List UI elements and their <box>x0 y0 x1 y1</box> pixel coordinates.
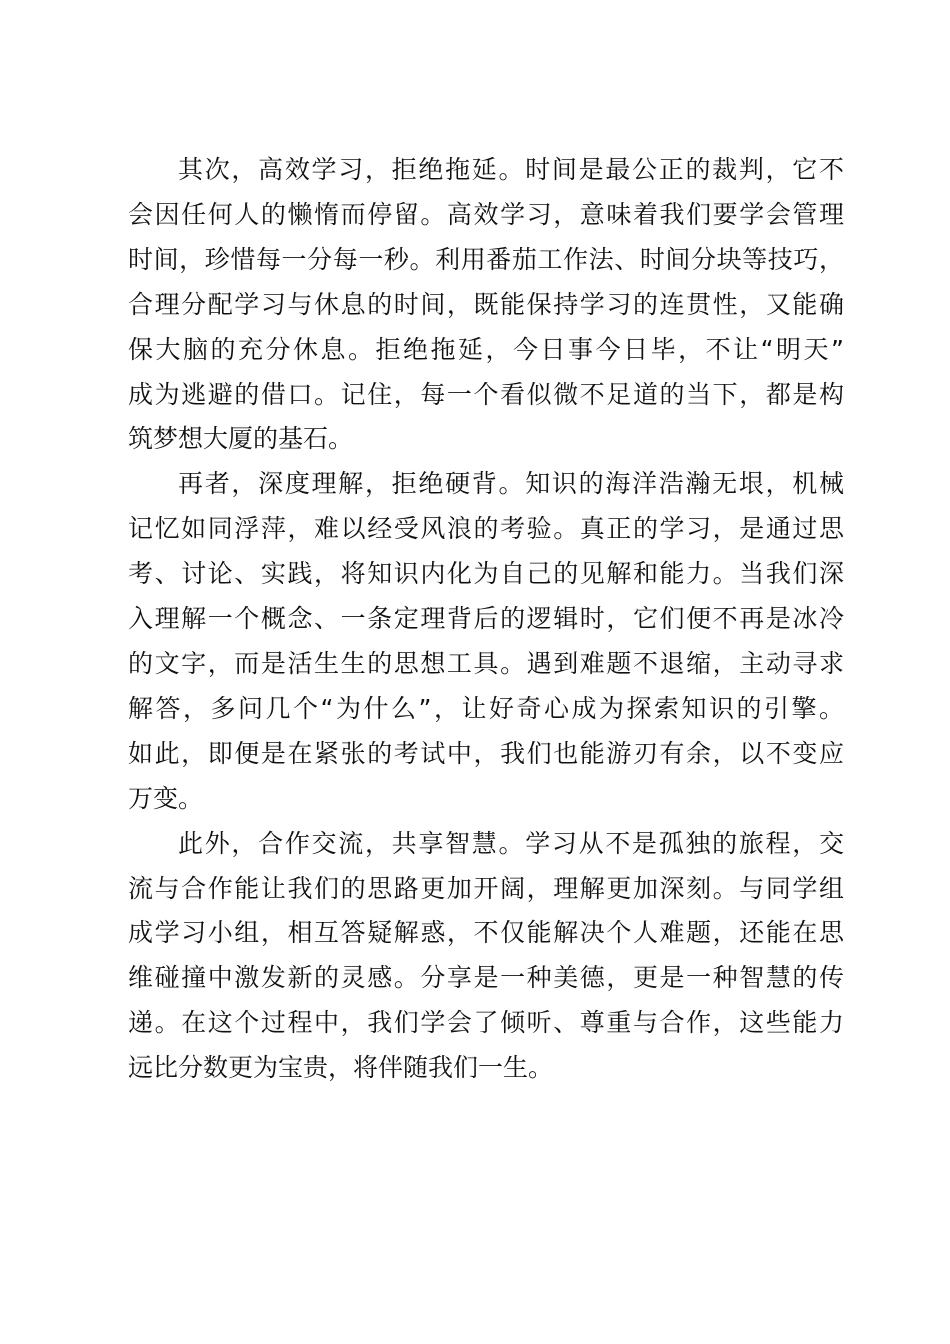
text-line: 递。在这个过程中，我们学会了倾听、尊重与合作，这些能力 <box>128 1008 844 1038</box>
text-line: 流与合作能让我们的思路更加开阔，理解更加深刻。与同学组 <box>128 873 844 903</box>
text-line: 再者，深度理解，拒绝硬背。知识的海洋浩瀚无垠，机械 <box>178 469 844 499</box>
text-line: 筑梦想大厦的基石。 <box>128 424 354 454</box>
text-line: 其次，高效学习，拒绝拖延。时间是最公正的裁判，它不 <box>178 155 844 184</box>
text-line: 时间，珍惜每一分每一秒。利用番茄工作法、时间分块等技巧， <box>128 244 844 274</box>
text-line: 入理解一个概念、一条定理背后的逻辑时，它们便不再是冰冷 <box>128 604 844 634</box>
text-line: 记忆如同浮萍，难以经受风浪的考验。真正的学习，是通过思 <box>128 514 844 544</box>
text-line: 万变。 <box>128 783 204 813</box>
text-line: 的文字，而是活生生的思想工具。遇到难题不退缩，主动寻求 <box>128 648 844 678</box>
text-line: 远比分数更为宝贵，将伴随我们一生。 <box>128 1053 554 1083</box>
paragraph-3 <box>128 822 844 1091</box>
text-line: 解答，多问几个“为什么”，让好奇心成为探索知识的引擎。 <box>128 693 844 723</box>
text-line: 保大脑的充分休息。拒绝拖延，今日事今日毕，不让“明天” <box>128 334 844 364</box>
text-line: 成为逃避的借口。记住，每一个看似微不足道的当下，都是构 <box>128 379 844 409</box>
document-body <box>128 148 844 1091</box>
text-line: 会因任何人的懒惰而停留。高效学习，意味着我们要学会管理 <box>128 199 844 229</box>
text-line: 此外，合作交流，共享智慧。学习从不是孤独的旅程，交 <box>178 828 844 858</box>
paragraph-2 <box>128 462 844 821</box>
text-line: 如此，即便是在紧张的考试中，我们也能游刃有余，以不变应 <box>128 738 844 768</box>
text-line: 考、讨论、实践，将知识内化为自己的见解和能力。当我们深 <box>128 559 844 589</box>
text-line: 合理分配学习与休息的时间，既能保持学习的连贯性，又能确 <box>128 289 844 319</box>
text-line: 维碰撞中激发新的灵感。分享是一种美德，更是一种智慧的传 <box>128 963 844 993</box>
paragraph-1 <box>128 148 844 462</box>
text-line: 成学习小组，相互答疑解惑，不仅能解决个人难题，还能在思 <box>128 918 844 948</box>
